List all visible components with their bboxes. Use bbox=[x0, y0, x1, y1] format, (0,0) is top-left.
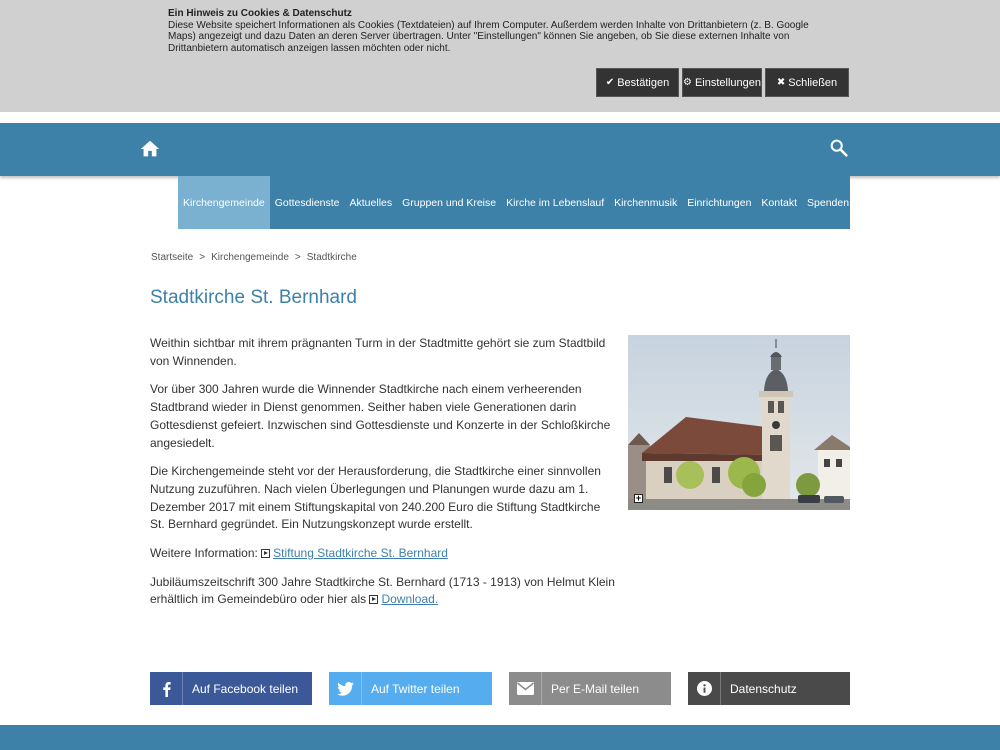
breadcrumb-current: Stadtkirche bbox=[306, 252, 357, 263]
gear-icon: ⚙ bbox=[682, 77, 692, 88]
nav-item-spenden[interactable]: Spenden bbox=[807, 196, 850, 209]
cookie-buttons bbox=[596, 68, 849, 97]
paragraph-3: Die Kirchengemeinde steht vor der Herausforderung, die Stadtkirche einer sinnvollen Nutzung zuzuführen. Nach vielen Überlegungen und Planungen wurde dazu am 1. Dezember 2017 mit einem Stiftungskapital von 240.200 Euro die Stiftung Stadtkirche St. Bernhard gegründet. Ein Nutzungskonzept wurde erstellt. bbox=[150, 464, 601, 532]
cookie-banner bbox=[0, 0, 1000, 112]
article-content bbox=[150, 335, 615, 620]
main-nav bbox=[178, 176, 850, 229]
info-icon bbox=[688, 672, 721, 705]
check-icon: ✔ bbox=[605, 77, 615, 88]
email-share-label: Per E-Mail teilen bbox=[551, 681, 640, 696]
more-info-label: Weitere Information: bbox=[150, 546, 262, 561]
download-link-icon bbox=[369, 595, 378, 604]
site-footer bbox=[0, 725, 1000, 750]
privacy-label: Datenschutz bbox=[730, 681, 797, 696]
facebook-icon bbox=[150, 672, 183, 705]
search-icon[interactable] bbox=[828, 137, 850, 159]
nav-item-gruppen-und-kreise[interactable]: Gruppen und Kreise bbox=[402, 196, 497, 209]
paragraph-1: Weithin sichtbar mit ihrem prägnanten Turm in der Stadtmitte gehört sie zum Stadtbild von Winnenden. bbox=[150, 336, 606, 368]
facebook-share-button[interactable] bbox=[150, 672, 312, 705]
facebook-share-label: Auf Facebook teilen bbox=[192, 681, 299, 696]
confirm-label: Bestätigen bbox=[617, 76, 670, 89]
envelope-icon bbox=[509, 672, 542, 705]
site-header bbox=[0, 123, 1000, 176]
confirm-button[interactable] bbox=[596, 68, 679, 97]
close-button[interactable] bbox=[765, 68, 849, 97]
nav-item-aktuelles[interactable]: Aktuelles bbox=[349, 196, 393, 209]
breadcrumb-separator: > bbox=[294, 252, 301, 263]
church-illustration bbox=[628, 335, 850, 510]
breadcrumb-kirchengemeinde[interactable]: Kirchengemeinde bbox=[211, 252, 289, 263]
zoom-icon[interactable]: + bbox=[635, 493, 642, 503]
stiftung-link[interactable] bbox=[261, 546, 448, 560]
twitter-share-label: Auf Twitter teilen bbox=[371, 681, 460, 696]
breadcrumb-separator: > bbox=[199, 252, 206, 263]
breadcrumb-home[interactable]: Startseite bbox=[151, 252, 194, 263]
download-link-label: Download. bbox=[381, 592, 439, 607]
page-title: Stadtkirche St. Bernhard bbox=[150, 287, 357, 308]
twitter-icon bbox=[329, 672, 362, 705]
close-icon: ✖ bbox=[776, 77, 786, 88]
nav-item-kirche-im-lebenslauf[interactable]: Kirche im Lebenslauf bbox=[506, 196, 605, 209]
paragraph-5 bbox=[150, 574, 615, 609]
nav-item-kirchengemeinde[interactable]: Kirchengemeinde bbox=[178, 176, 270, 229]
nav-item-gottesdienste[interactable]: Gottesdienste bbox=[274, 196, 340, 209]
nav-item-kirchenmusik[interactable]: Kirchenmusik bbox=[614, 196, 678, 209]
settings-button[interactable] bbox=[682, 68, 762, 97]
jubilee-text: Jubiläumszeitschrift 300 Jahre Stadtkirche St. Bernhard (1713 - 1913) von Helmut Klein erhältlich im Gemeindebüro oder hier als bbox=[150, 574, 615, 607]
home-icon[interactable] bbox=[139, 138, 161, 160]
cookie-description: Diese Website speichert Informationen als Cookies (Textdateien) auf Ihrem Computer. Außerdem werden Inhalte von Drittanbietern (z. B. Google Maps) angezeigt und dazu Daten an deren Server übertragen. Unter "Einstellungen" können Sie angeben, ob Sie diese externen Inhalte von Drittanbietern automatisch anzeigen lassen möchten oder nicht. bbox=[168, 19, 809, 54]
download-link[interactable] bbox=[369, 592, 438, 606]
cookie-text-block bbox=[168, 8, 828, 54]
paragraph-4 bbox=[150, 545, 615, 563]
twitter-share-button[interactable] bbox=[329, 672, 492, 705]
email-share-button[interactable] bbox=[509, 672, 671, 705]
nav-item-kontakt[interactable]: Kontakt bbox=[761, 196, 798, 209]
close-label: Schließen bbox=[788, 76, 838, 89]
settings-label: Einstellungen bbox=[694, 76, 762, 89]
nav-item-einrichtungen[interactable]: Einrichtungen bbox=[687, 196, 752, 209]
privacy-button[interactable] bbox=[688, 672, 850, 705]
cookie-title: Ein Hinweis zu Cookies & Datenschutz bbox=[168, 8, 352, 19]
breadcrumb bbox=[151, 252, 357, 263]
paragraph-2: Vor über 300 Jahren wurde die Winnender Stadtkirche nach einem verheerenden Stadtbrand wieder in Dienst genommen. Seither haben viele Generationen darin Gottesdienst gefeiert. Inzwischen sind Gottesdienste und Konzerte in der Schloßkirche angesiedelt. bbox=[150, 382, 611, 450]
external-link-icon bbox=[261, 549, 270, 558]
stiftung-link-label: Stiftung Stadtkirche St. Bernhard bbox=[273, 546, 448, 561]
church-photo[interactable] bbox=[628, 335, 850, 510]
